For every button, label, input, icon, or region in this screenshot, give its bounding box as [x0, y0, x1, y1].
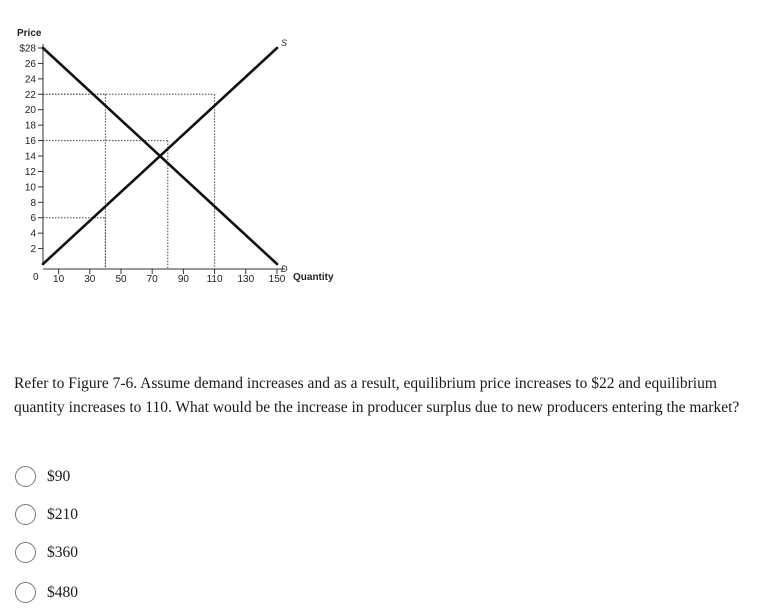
y-tick-label: 16	[24, 136, 36, 148]
radio-button[interactable]	[15, 582, 36, 603]
radio-button[interactable]	[15, 504, 36, 525]
y-tick-label: 12	[24, 166, 36, 178]
y-tick-label: 20	[24, 105, 36, 117]
option-360[interactable]	[15, 542, 78, 563]
option-label: $360	[47, 543, 78, 561]
question-text: Refer to Figure 7-6. Assume demand increases and as a result, equilibrium price increases to $22 and equilibrium quantity increases to 110. What would be the increase in producer surplus due to new producers entering the market?	[14, 375, 740, 416]
y-tick-label: 8	[30, 197, 36, 209]
option-label: $480	[47, 583, 78, 601]
option-480[interactable]	[15, 582, 78, 603]
y-tick-label: 4	[30, 228, 36, 240]
y-tick-label: 10	[24, 182, 36, 194]
origin-label: 0	[33, 272, 39, 283]
x-tick-label: 130	[237, 274, 255, 285]
x-tick-label: 30	[84, 274, 96, 285]
supply-demand-chart	[0, 0, 345, 300]
y-tick-label: 2	[30, 244, 36, 256]
radio-button[interactable]	[15, 542, 36, 563]
y-tick-label: 18	[24, 120, 36, 132]
option-90[interactable]	[15, 466, 70, 487]
x-tick-label: 10	[53, 274, 65, 285]
y-tick-label: 6	[30, 213, 36, 225]
option-label: $90	[47, 467, 71, 485]
y-tick-label: 26	[24, 58, 36, 70]
x-tick-label: 110	[206, 274, 223, 285]
y-tick-label: 22	[24, 89, 36, 101]
y-tick-label: 14	[24, 151, 36, 163]
x-tick-label: 150	[268, 274, 286, 285]
series-label-s: S	[281, 38, 288, 48]
y-tick-label: $28	[19, 43, 36, 55]
y-tick-label: 24	[24, 74, 36, 86]
y-axis-label: Price	[17, 28, 42, 39]
x-tick-label: 50	[115, 274, 127, 285]
x-tick-label: 70	[146, 274, 158, 285]
series-label-d: D	[281, 264, 288, 274]
option-210[interactable]	[15, 504, 78, 525]
x-axis-label: Quantity	[293, 272, 334, 283]
option-label: $210	[47, 505, 78, 523]
radio-button[interactable]	[15, 466, 36, 487]
x-tick-label: 90	[177, 274, 189, 285]
